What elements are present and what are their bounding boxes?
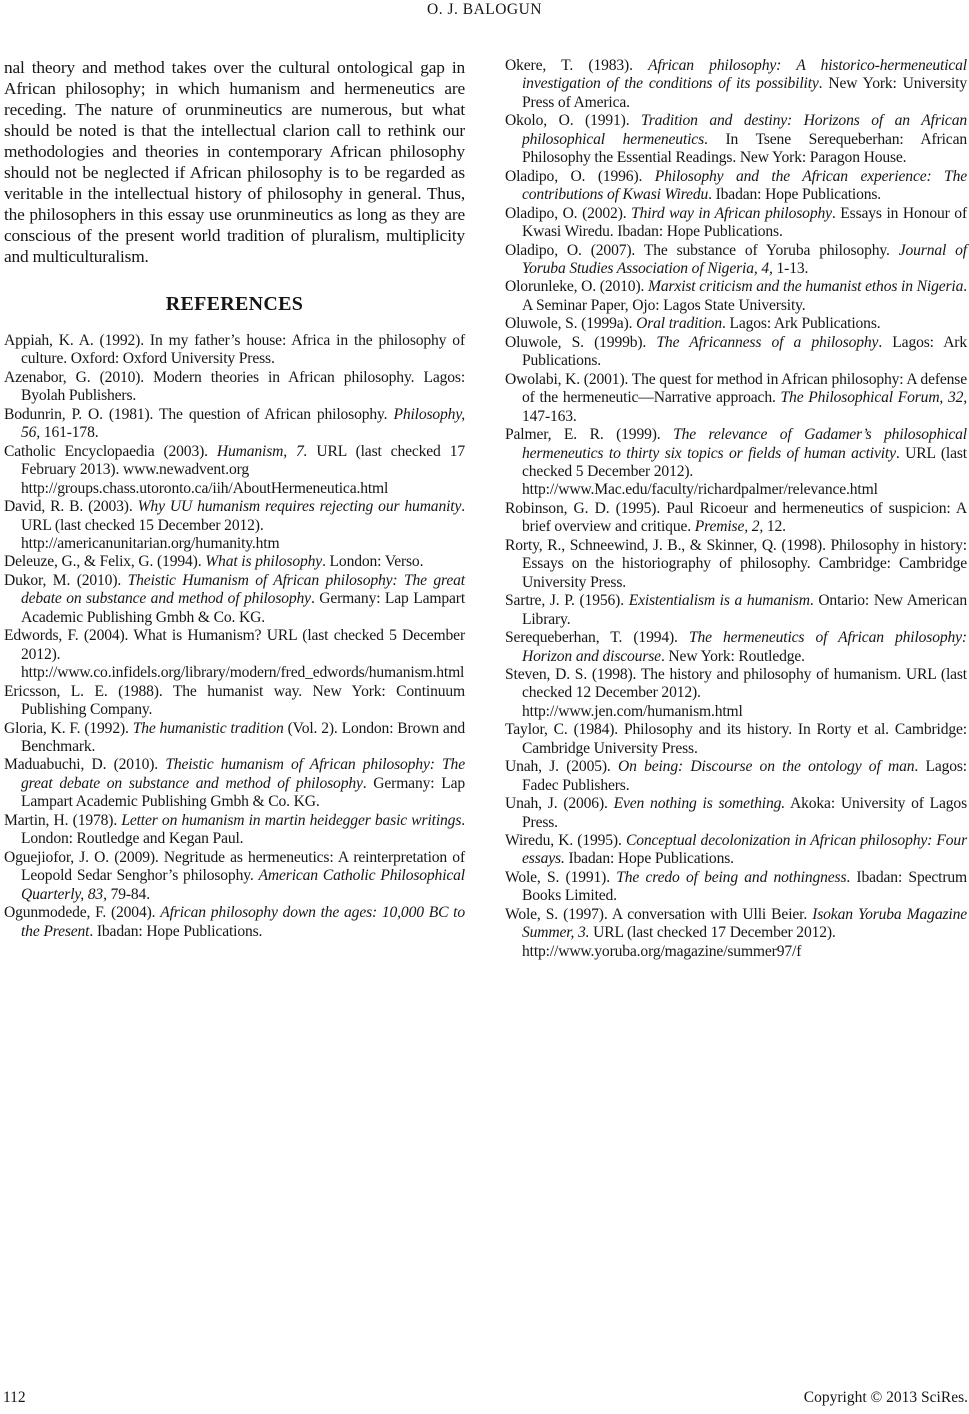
reference-text: . Ontario: New American Library. xyxy=(522,592,967,628)
reference-text: Olorunleke, O. (2010). xyxy=(505,278,649,296)
reference-entry xyxy=(4,627,465,682)
reference-italic-title: American Catholic Philosophical Quarterly, 83, xyxy=(21,867,465,903)
reference-text: . Essays in Honour of Kwasi Wiredu. Ibadan: Hope Publications. xyxy=(522,204,967,241)
reference-text: . URL (last checked 5 December 2012). xyxy=(522,444,967,480)
reference-text: Serequeberhan, T. (1994). xyxy=(505,629,689,647)
reference-url: http://www.jen.com/humanism.html xyxy=(522,702,743,720)
reference-entry xyxy=(505,629,967,666)
reference-text: Owolabi, K. (2001). The quest for method in African philosophy: A defense of the hermeneutic—Narrative approach. xyxy=(505,370,967,407)
reference-italic-title: Philosophy and the African experience: The contributions of Kwasi Wiredu xyxy=(522,167,967,204)
reference-italic-title: Theistic humanism of African philosophy: The great debate on substance and method of philosophy xyxy=(21,756,465,792)
reference-italic-title: Why UU humanism requires rejecting our humanity xyxy=(137,498,462,516)
reference-italic-title: The relevance of Gadamer’s philosophical hermeneutics to thirty six topics or fields of human activity xyxy=(522,426,967,462)
reference-text: 1-13. xyxy=(776,259,809,277)
reference-url: http://groups.chass.utoronto.ca/iih/AboutHermeneutica.html xyxy=(21,479,389,497)
reference-entry xyxy=(505,205,967,242)
reference-italic-title: Letter on humanism in martin heidegger basic writings xyxy=(121,811,462,829)
reference-italic-title: Journal of Yoruba Studies Association of Nigeria, 4, xyxy=(522,241,967,277)
reference-text: . London: Routledge and Kegan Paul. xyxy=(21,811,465,848)
reference-text: . Germany: Lap Lampart Academic Publishing Gmbh & Co. KG. xyxy=(21,774,465,811)
reference-entry xyxy=(4,553,465,571)
reference-text: David, R. B. (2003). xyxy=(4,498,138,516)
reference-italic-title: The credo of being and nothingness xyxy=(616,868,847,886)
reference-italic-title: On being: Discourse on the ontology of man xyxy=(618,758,915,776)
reference-entry xyxy=(505,315,967,333)
reference-entry xyxy=(505,906,967,961)
reference-entry xyxy=(4,756,465,811)
copyright-notice: Copyright © 2013 SciRes. xyxy=(803,1389,968,1406)
left-column xyxy=(4,57,465,941)
reference-italic-title: Even nothing is something. xyxy=(613,795,785,813)
reference-text: . London: Verso. xyxy=(322,553,424,571)
reference-text: Palmer, E. R. (1999). xyxy=(505,426,674,444)
reference-entry xyxy=(4,369,465,406)
reference-entry xyxy=(505,426,967,500)
reference-entry xyxy=(505,278,967,315)
reference-entry xyxy=(505,537,967,592)
reference-text: Azenabor, G. (2010). Modern theories in African philosophy. Lagos: Byolah Publishers. xyxy=(4,368,465,405)
reference-text: Robinson, G. D. (1995). Paul Ricoeur and hermeneutics of suspicion: A brief overview and critique. xyxy=(505,499,967,536)
reference-italic-title: Tradition and destiny: Horizons of an African philosophical hermeneutics xyxy=(522,112,967,148)
references-list-left xyxy=(4,332,465,941)
reference-entry xyxy=(505,242,967,279)
reference-entry xyxy=(4,849,465,904)
reference-entry xyxy=(505,869,967,906)
reference-text: Wiredu, K. (1995). xyxy=(505,832,626,850)
reference-entry xyxy=(505,371,967,426)
reference-italic-title: African philosophy down the ages: 10,000 BC to the Present xyxy=(21,904,465,940)
reference-entry xyxy=(4,332,465,369)
reference-entry xyxy=(505,112,967,167)
reference-text: Deleuze, G., & Felix, G. (1994). xyxy=(4,553,206,571)
reference-text: URL (last checked 17 December 2012). xyxy=(589,924,836,942)
reference-text: Maduabuchi, D. (2010). xyxy=(4,756,166,774)
reference-url: http://americanunitarian.org/humanity.htm xyxy=(21,534,280,552)
reference-text: Oladipo, O. (2007). The substance of Yoruba philosophy. xyxy=(505,241,899,259)
reference-text: Okere, T. (1983). xyxy=(505,57,649,74)
reference-italic-title: Marxist criticism and the humanist ethos in Nigeria xyxy=(648,278,964,296)
reference-text: . Ibadan: Spectrum Books Limited. xyxy=(522,868,967,905)
reference-text: Unah, J. (2005). xyxy=(505,758,618,776)
reference-entry xyxy=(4,904,465,941)
reference-text: Oluwole, S. (1999b). xyxy=(505,333,657,351)
reference-text: 147-163. xyxy=(522,407,577,425)
reference-text: . New York: Routledge. xyxy=(660,647,805,665)
reference-italic-title: Existentialism is a humanism xyxy=(628,592,810,610)
references-list-right xyxy=(505,57,967,961)
reference-text: 161-178. xyxy=(43,424,99,442)
reference-text: . Germany: Lap Lampart Academic Publishing Gmbh & Co. KG. xyxy=(21,590,466,626)
reference-text: Bodunrin, P. O. (1981). The question of African philosophy. xyxy=(4,405,394,423)
reference-italic-title: The hermeneutics of African philosophy: Horizon and discourse xyxy=(522,629,967,665)
reference-entry xyxy=(4,498,465,553)
reference-text: Edwords, F. (2004). What is Humanism? URL (last checked 5 December 2012). xyxy=(4,627,465,663)
reference-italic-title: African philosophy: A historico-hermeneutical investigation of the conditions of its possibility xyxy=(522,57,967,93)
reference-text: Steven, D. S. (1998). The history and philosophy of humanism. URL (last checked 12 December 2012). xyxy=(505,665,967,702)
reference-entry xyxy=(505,832,967,869)
reference-entry xyxy=(4,572,465,627)
reference-italic-title: Theistic Humanism of African philosophy: The great debate on substance and method of philosophy xyxy=(21,571,465,608)
reference-text: Catholic Encyclopaedia (2003). xyxy=(4,442,217,460)
running-head: O. J. BALOGUN xyxy=(427,1,542,18)
reference-italic-title: Oral tradition xyxy=(636,315,722,333)
page-number: 112 xyxy=(3,1389,26,1406)
reference-text: Ericsson, L. E. (1988). The humanist way. New York: Continuum Publishing Company. xyxy=(4,682,465,719)
reference-entry xyxy=(505,721,967,758)
references-heading: REFERENCES xyxy=(165,293,304,315)
reference-text: Oluwole, S. (1999a). xyxy=(505,315,637,333)
reference-entry xyxy=(505,666,967,721)
reference-text: Sartre, J. P. (1956). xyxy=(505,592,629,610)
reference-text: Ogunmodede, F. (2004). xyxy=(4,904,161,922)
reference-text: Ibadan: Hope Publications. xyxy=(564,850,734,868)
reference-text: Rorty, R., Schneewind, J. B., & Skinner, Q. (1998). Philosophy in history: Essays on the historiography of philosophy. Cambridge: Cambridge University Press. xyxy=(505,536,967,591)
reference-text: 79-84. xyxy=(110,885,150,903)
reference-entry xyxy=(4,683,465,720)
reference-text: Dukor, M. (2010). xyxy=(4,571,128,589)
reference-text: . Ibadan: Hope Publications. xyxy=(708,186,882,204)
reference-italic-title: Isokan Yoruba Magazine Summer, 3. xyxy=(522,905,967,942)
reference-entry xyxy=(4,406,465,443)
reference-text: Taylor, C. (1984). Philosophy and its history. In Rorty et al. Cambridge: Cambridge University Press. xyxy=(505,721,967,757)
reference-text: . URL (last checked 15 December 2012). xyxy=(21,498,465,534)
reference-text: Okolo, O. (1991). xyxy=(505,112,642,130)
reference-text: . Lagos: Fadec Publishers. xyxy=(522,758,967,794)
reference-text: . New York: University Press of America. xyxy=(522,75,968,111)
reference-text: . Lagos: Ark Publications. xyxy=(522,333,967,370)
reference-italic-title: The Africanness of a philosophy xyxy=(656,333,879,351)
reference-entry xyxy=(4,443,465,498)
reference-italic-title: Premise, 2, xyxy=(694,518,767,536)
reference-url: http://www.Mac.edu/faculty/richardpalmer/relevance.html xyxy=(522,481,878,499)
reference-italic-title: The Philosophical Forum, 32, xyxy=(780,389,968,407)
reference-text: Oguejiofor, J. O. (2009). Negritude as hermeneutics: A reinterpretation of Leopold Sedar Senghor’s philosophy. xyxy=(4,848,465,885)
reference-italic-title: What is philosophy xyxy=(205,553,323,571)
right-column xyxy=(505,57,967,961)
reference-italic-title: Humanism, 7. xyxy=(216,442,317,460)
reference-entry xyxy=(505,758,967,795)
reference-text: Wole, S. (1991). xyxy=(505,868,617,886)
reference-text: . Ibadan: Hope Publications. xyxy=(89,922,263,940)
reference-entry xyxy=(505,57,967,112)
reference-text: Oladipo, O. (2002). xyxy=(505,204,632,222)
reference-entry xyxy=(4,720,465,757)
reference-text: Appiah, K. A. (1992). In my father’s house: Africa in the philosophy of culture. Oxford: Oxford University Press. xyxy=(4,332,465,368)
reference-text: URL (last checked 17 February 2013). www.newadvent.org xyxy=(21,442,465,479)
reference-url: http://www.co.infidels.org/library/modern/fred_edwords/humanism.html xyxy=(21,664,465,682)
reference-entry xyxy=(505,168,967,205)
reference-text: Akoka: University of Lagos Press. xyxy=(522,795,967,831)
reference-text: 12. xyxy=(766,518,786,536)
reference-entry xyxy=(505,795,967,832)
reference-italic-title: Third way in African philosophy xyxy=(631,204,832,222)
reference-text: Gloria, K. F. (1992). xyxy=(4,719,133,737)
reference-text: Oladipo, O. (1996). xyxy=(505,167,655,185)
intro-paragraph: nal theory and method takes over the cultural ontological gap in African philosophy; in which humanism and hermeneutics are receding. The nature of orunmineutics are numerous, but what should be noted is that the intellectual clarion call to rethink our methodologies and theories in contemporary African philosophy should not be neglected if African philosophy is to be regarded as veritable in the intellectual history of philosophy in general. Thus, the philosophers in this essay use orunmineutics as long as they are conscious of the present world tradition of pluralism, multiplicity and multiculturalism. xyxy=(4,58,465,266)
reference-italic-title: The humanistic tradition xyxy=(132,719,284,737)
reference-text: Unah, J. (2006). xyxy=(505,795,614,813)
reference-entry xyxy=(505,500,967,537)
reference-italic-title: Conceptual decolonization in African philosophy: Four essays. xyxy=(522,832,967,868)
reference-italic-title: Philosophy, 56, xyxy=(21,405,465,442)
reference-text: . In Tsene Serequeberhan: African Philosophy the Essential Readings. New York: Paragon House. xyxy=(522,130,967,167)
reference-text: . A Seminar Paper, Ojo: Lagos State University. xyxy=(522,278,967,314)
reference-text: Wole, S. (1997). A conversation with Ulli Beier. xyxy=(505,905,813,923)
reference-url: http://www.yoruba.org/magazine/summer97/f xyxy=(522,942,802,960)
reference-text: . Lagos: Ark Publications. xyxy=(721,315,881,333)
reference-entry xyxy=(505,592,967,629)
reference-entry xyxy=(505,334,967,371)
reference-entry xyxy=(4,812,465,849)
reference-text: Martin, H. (1978). xyxy=(4,811,122,829)
reference-text: (Vol. 2). London: Brown and Benchmark. xyxy=(21,719,465,755)
